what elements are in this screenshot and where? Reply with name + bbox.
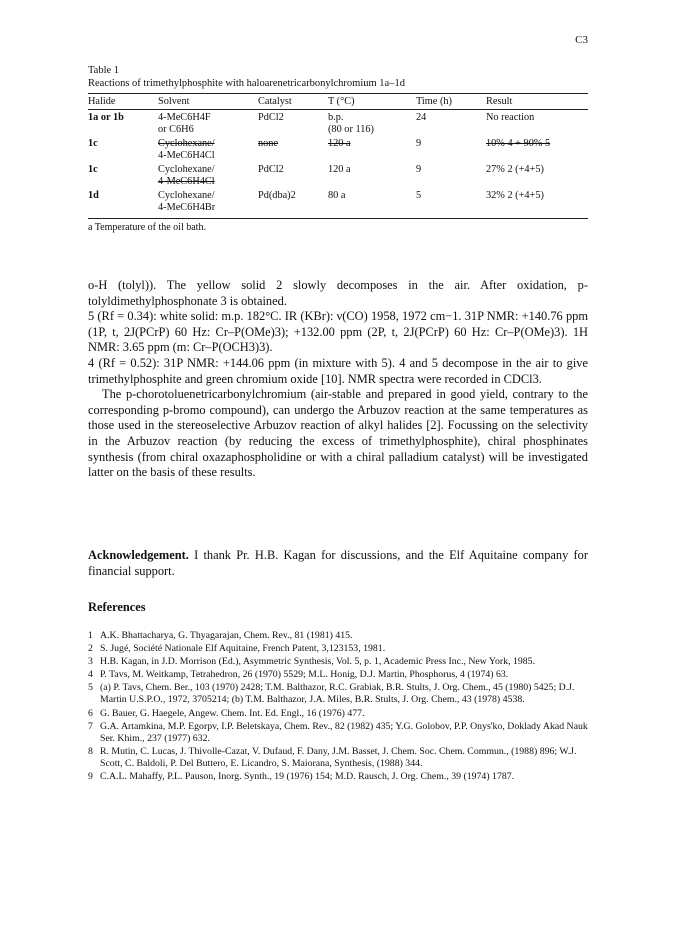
table-header-row xyxy=(88,94,588,110)
acknowledgement-text: I thank Pr. H.B. Kagan for discussions, and the Elf Aquitaine company for financial support. xyxy=(88,548,588,578)
solvent-line: Cyclohexane/ xyxy=(158,164,215,175)
reference-item xyxy=(88,630,588,642)
header-result: Result xyxy=(486,94,588,110)
reference-item xyxy=(88,669,588,681)
reference-item xyxy=(88,746,588,770)
references-list xyxy=(88,630,588,784)
reference-text: G. Bauer, G. Haegele, Angew. Chem. Int. Ed. Engl., 16 (1976) 477. xyxy=(100,707,365,719)
table-row xyxy=(88,136,588,162)
page-number: C3 xyxy=(575,34,588,46)
temp-line: (80 or 116) xyxy=(328,124,374,135)
reference-number: 5 xyxy=(88,682,93,694)
cell-temperature: 80 a xyxy=(328,188,416,219)
acknowledgement xyxy=(88,548,588,579)
reference-number: 8 xyxy=(88,745,93,757)
table-row xyxy=(88,188,588,219)
reference-number: 1 xyxy=(88,630,93,641)
temp-line: b.p. xyxy=(328,112,344,123)
acknowledgement-heading: Acknowledgement. xyxy=(88,548,189,562)
reference-number: 7 xyxy=(88,720,93,732)
table-title: Reactions of trimethylphosphite with haloarenetricarbonylchromium 1a–1d xyxy=(88,78,405,89)
header-temperature: T (°C) xyxy=(328,94,416,110)
body-paragraph: 5 (Rf = 0.34): white solid: m.p. 182°C. IR (KBr): ν(CO) 1958, 1972 cm−1. 31P NMR: +140.76 ppm (1P, t, 2J(PCrP) 60 Hz: Cr–P(OMe)3); +132.00 ppm (2P, t, 2J(PCrP) 60 Hz: Cr–P(OMe)3). 1H NMR: 3.65 ppm (m: Cr–P(OCH3)3). xyxy=(88,309,588,355)
reference-text: A.K. Bhattacharya, G. Thyagarajan, Chem. Rev., 81 (1981) 415. xyxy=(100,630,353,641)
cell-halide: 1a or 1b xyxy=(88,112,124,123)
reference-item xyxy=(88,656,588,668)
reference-text: P. Tavs, M. Weitkamp, Tetrahedron, 26 (1970) 5529; M.L. Honig, D.J. Martin, Phosphorus, 4 (1974) 63. xyxy=(100,669,509,681)
header-solvent: Solvent xyxy=(158,94,258,110)
table-row xyxy=(88,110,588,137)
table-footnote: a Temperature of the oil bath. xyxy=(88,222,206,233)
reference-item xyxy=(88,643,588,655)
header-time: Time (h) xyxy=(416,94,486,110)
solvent-line: or C6H6 xyxy=(158,124,194,135)
header-halide: Halide xyxy=(88,94,158,110)
references-heading: References xyxy=(88,600,146,614)
reference-text: S. Jugé, Société Nationale Elf Aquitaine, French Patent, 3,123153, 1981. xyxy=(100,643,386,655)
cell-result: No reaction xyxy=(486,112,535,123)
cell-result: 27% 2 (+4+5) xyxy=(486,164,544,175)
cell-catalyst: PdCl2 xyxy=(258,112,284,123)
solvent-line: 4-MeC6H4Br xyxy=(158,202,216,213)
solvent-line: Cyclohexane/ xyxy=(158,190,215,201)
reference-item xyxy=(88,721,588,745)
reaction-table xyxy=(88,93,588,219)
reference-number: 4 xyxy=(88,669,93,681)
cell-halide: 1d xyxy=(88,188,158,219)
cell-halide: 1c xyxy=(88,164,98,175)
solvent-line: 4-MeC6H4F xyxy=(158,112,211,123)
reference-item xyxy=(88,682,588,706)
body-text xyxy=(88,278,588,481)
reference-text: C.A.L. Mahaffy, P.L. Pauson, Inorg. Synth., 19 (1976) 154; M.D. Rausch, J. Org. Chem., 39 (1974) 1787. xyxy=(100,771,515,783)
cell-solvent xyxy=(158,136,258,162)
table-caption: Table 1 xyxy=(88,65,120,76)
cell-halide: 1c xyxy=(88,138,98,149)
solvent-line: 4-MeC6H4Cl xyxy=(158,176,215,187)
reaction-table-block xyxy=(88,64,588,233)
cell-time: 5 xyxy=(416,188,486,219)
cell-solvent xyxy=(158,162,258,188)
reference-text: H.B. Kagan, in J.D. Morrison (Ed.), Asymmetric Synthesis, Vol. 5, p. 1, Academic Press Inc., New York, 1985. xyxy=(100,656,536,668)
cell-result: 32% 2 (+4+5) xyxy=(486,188,588,219)
reference-text: G.A. Artamkina, M.P. Egorpv, I.P. Beletskaya, Chem. Rev., 82 (1982) 435; Y.G. Golobov, P.P. Onys'ko, Doklady Akad Nauk Ser. Khim., 237 (1977) 632. xyxy=(100,720,588,744)
reference-text: R. Mutin, C. Lucas, J. Thivolle-Cazat, V. Dufaud, F. Dany, J.M. Basset, J. Chem. Soc. Chem. Commun., (1988) 896; W.J. Scott, C. Baldoli, P. Del Buttero, E. Licandro, S. Maiorana, Synthesis, (1988) 344. xyxy=(100,745,577,769)
reference-item xyxy=(88,708,588,720)
reference-number: 9 xyxy=(88,771,93,783)
cell-result: 10% 4 + 90% 5 xyxy=(486,138,551,149)
cell-solvent xyxy=(158,188,258,219)
cell-time: 9 xyxy=(416,164,422,175)
reference-number: 3 xyxy=(88,656,93,668)
reference-item xyxy=(88,771,588,783)
body-paragraph: o-H (tolyl)). The yellow solid 2 slowly decomposes in the air. After oxidation, p-tolyldimethylphosphonate 3 is obtained. xyxy=(88,278,588,308)
cell-catalyst: none xyxy=(258,138,279,149)
reference-number: 6 xyxy=(88,707,93,719)
header-catalyst: Catalyst xyxy=(258,94,328,110)
reference-number: 2 xyxy=(88,643,93,655)
table-row xyxy=(88,162,588,188)
cell-catalyst: Pd(dba)2 xyxy=(258,188,328,219)
body-paragraph: 4 (Rf = 0.52): 31P NMR: +144.06 ppm (in mixture with 5). 4 and 5 decompose in the air to give trimethylphosphite and green chromium oxide [10]. NMR spectra were recorded in CDCl3. xyxy=(88,355,588,386)
cell-catalyst: PdCl2 xyxy=(258,164,284,175)
body-paragraph: The p-chorotoluenetricarbonylchromium (air-stable and prepared in good yield, contrary to the corresponding p-bromo compound), can undergo the Arbuzov reaction at the same temperatures as those used in the stereoselective Arbuzov reaction of alkyl halides [2]. Focussing on the selectivity in the Arbuzov reaction (by reducing the excess of trimethylphosphite), chiral phosphinates synthesis (from chiral oxazaphospholidine or with a chiral palladium catalyst) will be investigated latter on the basis of these results. xyxy=(88,387,588,480)
cell-temperature: 120 a xyxy=(328,164,351,175)
cell-time: 9 xyxy=(416,138,422,149)
cell-solvent xyxy=(158,110,258,137)
reference-text: (a) P. Tavs, Chem. Ber., 103 (1970) 2428; T.M. Balthazor, R.C. Grabiak, B.R. Stults, J. Org. Chem., 45 (1980) 5425; D.J. Martin U.S.P.O., 1972, 3705214; (b) T.M. Balthazor, J.A. Miles, B.R. Stults, J. Org. Chem., 43 (1978) 4538. xyxy=(100,682,575,706)
cell-time: 24 xyxy=(416,112,427,123)
cell-temperature xyxy=(328,110,416,137)
cell-temperature: 120 a xyxy=(328,138,351,149)
solvent-line: Cyclohexane/ xyxy=(158,138,215,149)
solvent-line: 4-MeC6H4Cl xyxy=(158,150,215,161)
